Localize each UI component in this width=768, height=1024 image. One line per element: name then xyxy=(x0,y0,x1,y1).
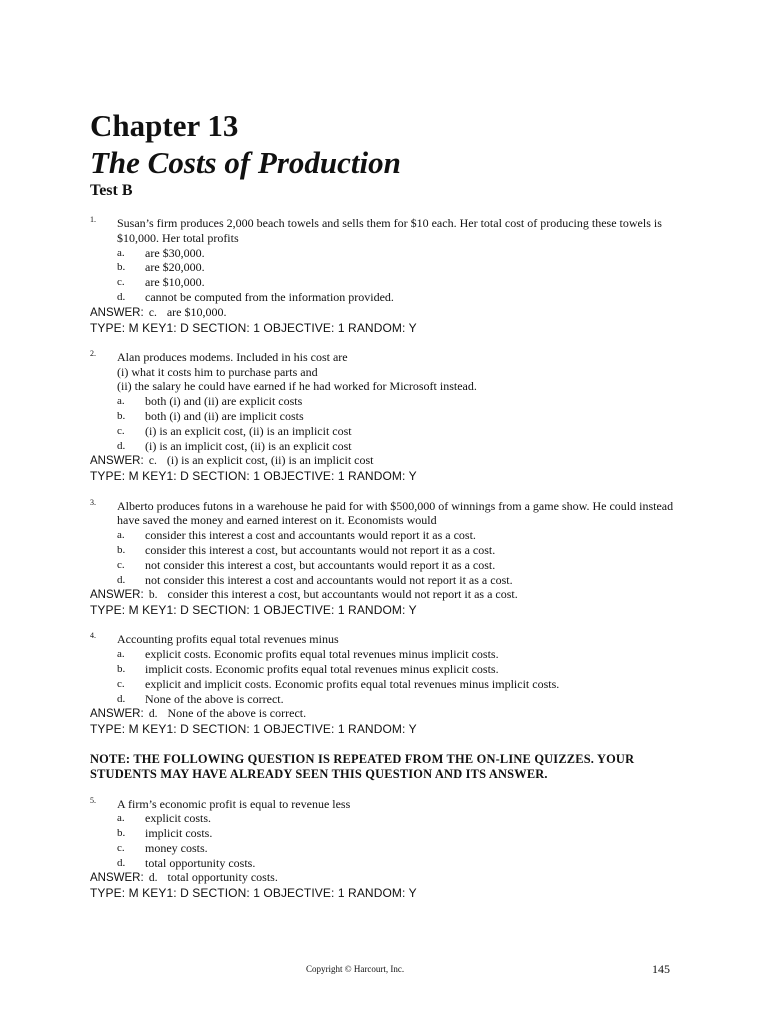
answer-text: (i) is an explicit cost, (ii) is an implicit cost xyxy=(166,453,374,468)
type-line: TYPE: M KEY1: D SECTION: 1 OBJECTIVE: 1 RANDOM: Y xyxy=(90,320,417,335)
option-d xyxy=(90,290,690,305)
option-b xyxy=(90,826,690,841)
question-stem xyxy=(117,797,690,812)
option-b xyxy=(90,662,690,677)
answer-line xyxy=(90,706,690,722)
option-text: total opportunity costs. xyxy=(145,855,256,870)
option-letter: d. xyxy=(117,439,126,452)
option-letter: b. xyxy=(117,827,126,840)
answer-line xyxy=(90,587,690,603)
option-list xyxy=(90,528,690,587)
chapter-heading: Chapter 13 xyxy=(90,108,239,143)
option-letter: a. xyxy=(117,246,125,259)
option-letter: d. xyxy=(117,290,126,303)
question-1 xyxy=(90,216,690,335)
option-letter: a. xyxy=(117,648,125,661)
option-a xyxy=(90,528,690,543)
option-list xyxy=(90,811,690,870)
question-text: A firm’s economic profit is equal to revenue less xyxy=(117,796,351,811)
answer-letter: c. xyxy=(148,306,157,319)
type-line: TYPE: M KEY1: D SECTION: 1 OBJECTIVE: 1 RANDOM: Y xyxy=(90,886,417,901)
option-c xyxy=(90,558,690,573)
option-text: None of the above is correct. xyxy=(145,691,284,706)
option-text: not consider this interest a cost and accountants would not report it as a cost. xyxy=(145,572,513,587)
option-letter: a. xyxy=(117,812,125,825)
question-stem xyxy=(117,216,690,246)
option-c xyxy=(90,677,690,692)
question-5 xyxy=(90,797,690,902)
option-letter: c. xyxy=(117,424,125,437)
option-list xyxy=(90,246,690,305)
option-b xyxy=(90,260,690,275)
option-a xyxy=(90,647,690,662)
answer-text: total opportunity costs. xyxy=(167,870,278,885)
type-line: TYPE: M KEY1: D SECTION: 1 OBJECTIVE: 1 RANDOM: Y xyxy=(90,603,417,618)
answer-text: None of the above is correct. xyxy=(167,706,307,721)
type-line: TYPE: M KEY1: D SECTION: 1 OBJECTIVE: 1 RANDOM: Y xyxy=(90,722,417,737)
option-letter: b. xyxy=(117,410,126,423)
type-line: TYPE: M KEY1: D SECTION: 1 OBJECTIVE: 1 RANDOM: Y xyxy=(90,469,417,484)
question-number: 4. xyxy=(90,631,96,641)
option-text: explicit costs. Economic profits equal total revenues minus implicit costs. xyxy=(145,647,499,662)
option-text: explicit and implicit costs. Economic profits equal total revenues minus implicit costs. xyxy=(145,676,560,691)
option-text: cannot be computed from the information provided. xyxy=(145,289,394,304)
option-letter: b. xyxy=(117,261,126,274)
option-letter: d. xyxy=(117,692,126,705)
question-number: 5. xyxy=(90,795,96,805)
option-text: (i) is an explicit cost, (ii) is an implicit cost xyxy=(145,423,352,438)
question-list xyxy=(90,216,690,916)
option-c xyxy=(90,841,690,856)
option-letter: d. xyxy=(117,856,126,869)
option-text: are $30,000. xyxy=(145,245,205,260)
question-2 xyxy=(90,350,690,484)
question-4 xyxy=(90,632,690,737)
option-b xyxy=(90,409,690,424)
option-c xyxy=(90,275,690,290)
answer-text: are $10,000. xyxy=(166,304,227,319)
answer-label: ANSWER: xyxy=(90,708,144,721)
test-heading: Test B xyxy=(90,182,133,199)
option-letter: a. xyxy=(117,395,125,408)
option-text: money costs. xyxy=(145,840,208,855)
answer-label: ANSWER: xyxy=(90,589,144,602)
answer-line xyxy=(90,305,690,321)
option-letter: a. xyxy=(117,529,125,542)
option-text: implicit costs. xyxy=(145,826,213,841)
option-letter: d. xyxy=(117,573,126,586)
question-text: (ii) the salary he could have earned if he had worked for Microsoft instead. xyxy=(117,379,477,394)
option-d xyxy=(90,856,690,871)
option-text: implicit costs. Economic profits equal total revenues minus explicit costs. xyxy=(145,662,499,677)
chapter-title: The Costs of Production xyxy=(90,145,401,180)
option-b xyxy=(90,543,690,558)
option-text: both (i) and (ii) are explicit costs xyxy=(145,394,303,409)
page-number: 145 xyxy=(652,962,670,976)
question-3 xyxy=(90,499,690,618)
answer-line xyxy=(90,453,690,469)
question-text: (i) what it costs him to purchase parts and xyxy=(117,364,318,379)
copyright-footer: Copyright © Harcourt, Inc. xyxy=(306,964,405,974)
option-letter: b. xyxy=(117,543,126,556)
answer-label: ANSWER: xyxy=(90,306,144,319)
option-letter: b. xyxy=(117,663,126,676)
option-letter: c. xyxy=(117,677,125,690)
answer-letter: c. xyxy=(148,455,157,468)
question-text: Accounting profits equal total revenues minus xyxy=(117,632,339,647)
question-text: Susan’s firm produces 2,000 beach towels and sells them for $10 each. Her total cost of producing these towels is $10,000. Her total profits xyxy=(117,216,662,245)
answer-letter: d. xyxy=(148,872,158,885)
answer-letter: d. xyxy=(148,708,158,721)
option-letter: c. xyxy=(117,276,125,289)
question-number: 1. xyxy=(90,215,96,224)
question-number: 3. xyxy=(90,497,96,507)
question-stem xyxy=(117,632,690,647)
option-list xyxy=(90,647,690,706)
question-stem xyxy=(117,499,690,529)
answer-label: ANSWER: xyxy=(90,872,144,885)
option-d xyxy=(90,439,690,454)
question-text: Alan produces modems. Included in his cost are xyxy=(117,349,348,364)
option-a xyxy=(90,246,690,261)
option-a xyxy=(90,394,690,409)
option-text: (i) is an implicit cost, (ii) is an explicit cost xyxy=(145,438,352,453)
option-text: consider this interest a cost and accountants would report it as a cost. xyxy=(145,528,476,543)
answer-text: consider this interest a cost, but accountants would not report it as a cost. xyxy=(167,587,518,602)
option-d xyxy=(90,692,690,707)
option-text: are $20,000. xyxy=(145,260,205,275)
option-text: explicit costs. xyxy=(145,811,211,826)
option-d xyxy=(90,573,690,588)
question-number: 2. xyxy=(90,348,96,358)
option-text: are $10,000. xyxy=(145,275,205,290)
option-letter: c. xyxy=(117,841,125,854)
option-c xyxy=(90,424,690,439)
answer-label: ANSWER: xyxy=(90,455,144,468)
option-text: consider this interest a cost, but accountants would not report it as a cost. xyxy=(145,542,496,557)
option-text: not consider this interest a cost, but accountants would report it as a cost. xyxy=(145,557,496,572)
option-letter: c. xyxy=(117,558,125,571)
answer-line xyxy=(90,870,690,886)
option-a xyxy=(90,811,690,826)
question-stem xyxy=(117,350,690,394)
question-text: Alberto produces futons in a warehouse he paid for with $500,000 of winnings from a game show. He could instead have saved the money and earned interest on it. Economists would xyxy=(117,498,674,528)
option-text: both (i) and (ii) are implicit costs xyxy=(145,409,304,424)
option-list xyxy=(90,394,690,453)
answer-letter: b. xyxy=(148,589,158,602)
repeated-question-note: NOTE: THE FOLLOWING QUESTION IS REPEATED FROM THE ON-LINE QUIZZES. YOUR STUDENTS MAY HAVE ALREADY SEEN THIS QUESTION AND ITS ANSWER. xyxy=(90,751,635,781)
